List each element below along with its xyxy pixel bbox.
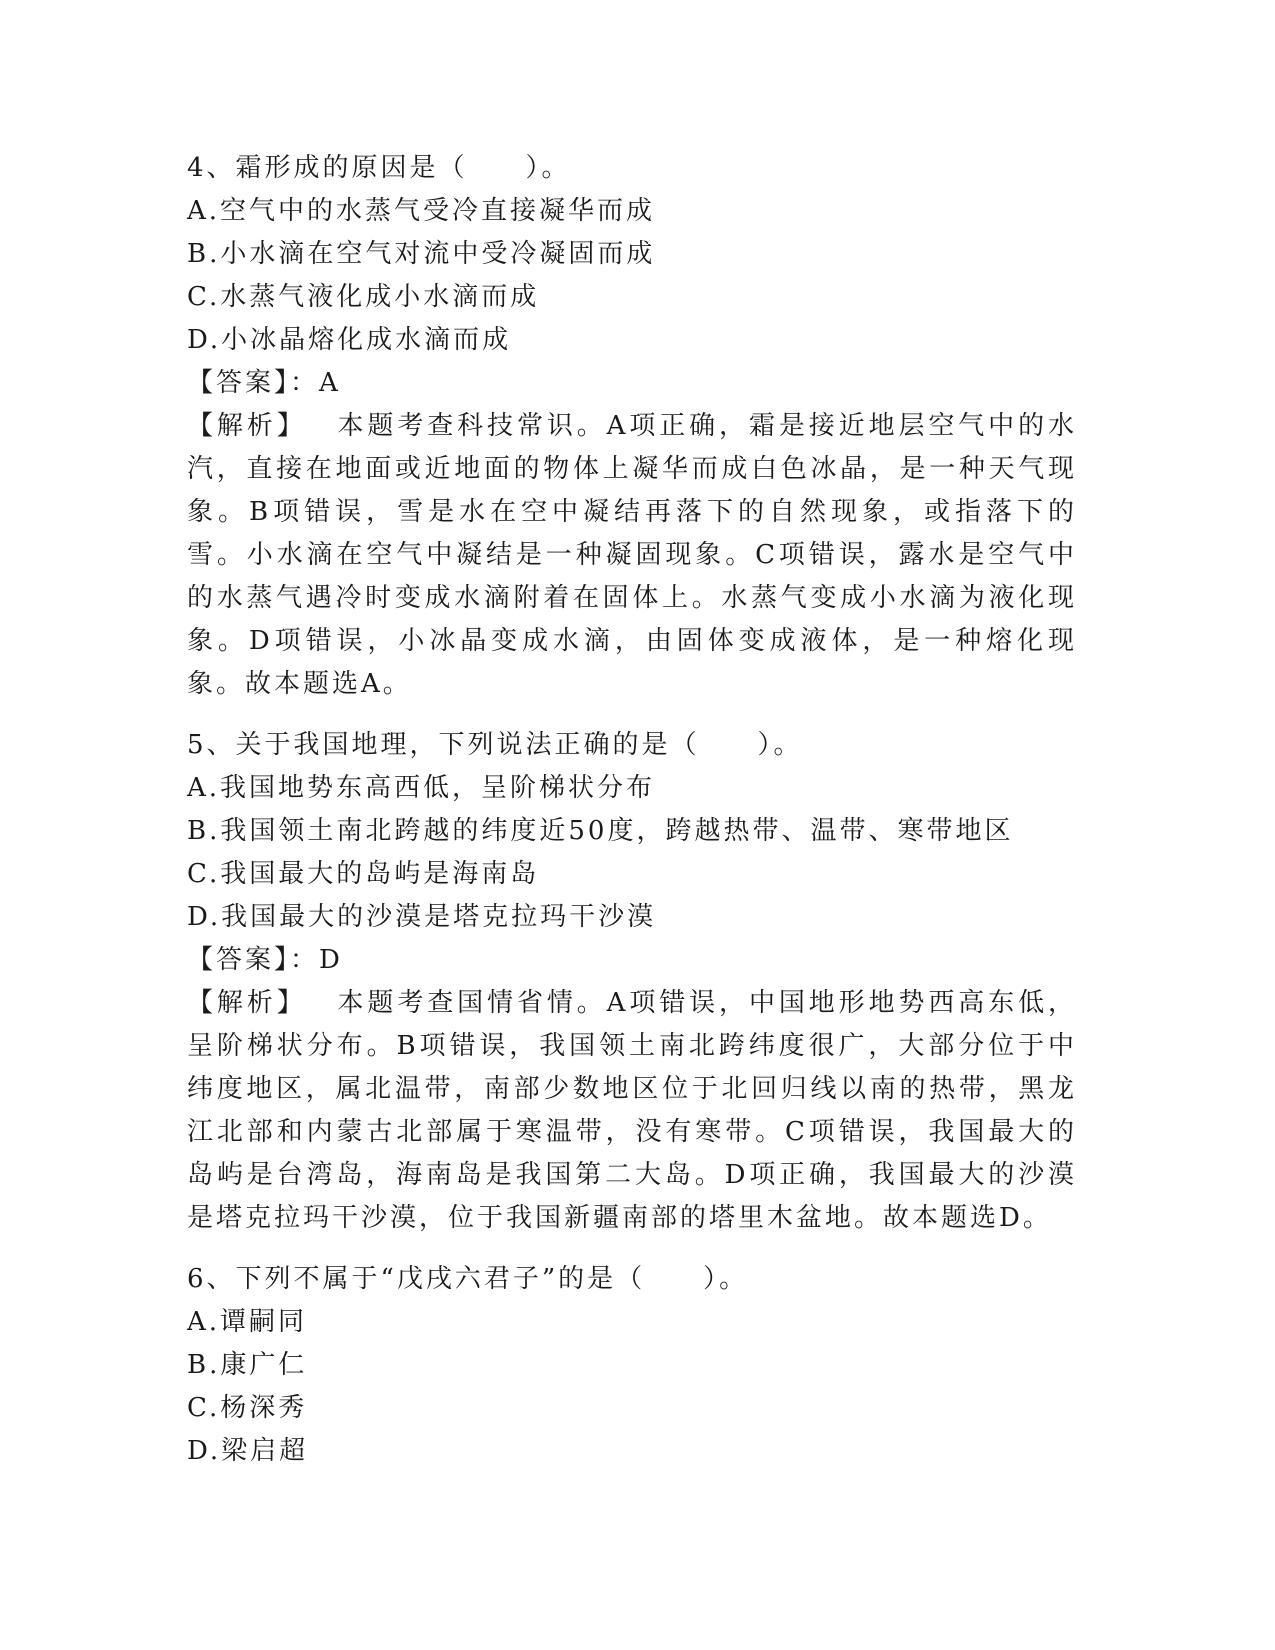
- question-5: [187, 724, 1077, 1240]
- option-d: D.梁启超: [187, 1436, 309, 1466]
- option-d: D.小冰晶熔化成水滴而成: [187, 325, 512, 355]
- analysis-label: 【解析】: [187, 411, 307, 441]
- question-stem: 6、下列不属于“戊戌六君子”的是（ ）。: [187, 1264, 749, 1294]
- option-b: B.康广仁: [187, 1350, 308, 1380]
- analysis-text: 本题考查科技常识。A项正确，霜是接近地层空气中的水汽，直接在地面或近地面的物体上凝华而成白色冰晶，是一种天气现象。B项错误，雪是水在空中凝结再落下的自然现象，或指落下的雪。小水滴在空气中凝结是一种凝固现象。C项错误，露水是空气中的水蒸气遇冷时变成水滴附着在固体上。水蒸气变成小水滴为液化现象。D项错误，小冰晶变成水滴，由固体变成液体，是一种熔化现象。故本题选A。: [187, 411, 1077, 699]
- question-stem: 4、霜形成的原因是（ ）。: [187, 153, 571, 183]
- analysis-paragraph: [187, 405, 1077, 706]
- option-c: C.水蒸气液化成小水滴而成: [187, 282, 540, 312]
- option-a: A.我国地势东高西低，呈阶梯状分布: [187, 773, 656, 803]
- option-a: A.谭嗣同: [187, 1307, 308, 1337]
- document-content: [187, 147, 1077, 1473]
- analysis-text: 本题考查国情省情。A项错误，中国地形地势西高东低，呈阶梯状分布。B项错误，我国领土南北跨纬度很广，大部分位于中纬度地区，属北温带，南部少数地区位于北回归线以南的热带，黑龙江北部和内蒙古北部属于寒温带，没有寒带。C项错误，我国最大的岛屿是台湾岛，海南岛是我国第二大岛。D项正确，我国最大的沙漠是塔克拉玛干沙漠，位于我国新疆南部的塔里木盆地。故本题选D。: [187, 988, 1077, 1233]
- answer-value: A: [319, 368, 341, 398]
- answer-label: 【答案】：: [187, 945, 320, 975]
- option-c: C.杨深秀: [187, 1393, 308, 1423]
- question-stem: 5、关于我国地理，下列说法正确的是（ ）。: [187, 730, 803, 760]
- option-a: A.空气中的水蒸气受冷直接凝华而成: [187, 196, 656, 226]
- question-6: [187, 1258, 1077, 1473]
- option-b: B.小水滴在空气对流中受冷凝固而成: [187, 239, 656, 269]
- option-d: D.我国最大的沙漠是塔克拉玛干沙漠: [187, 902, 657, 932]
- answer-line: [187, 939, 1077, 982]
- option-b: B.我国领土南北跨越的纬度近50度，跨越热带、温带、寒带地区: [187, 816, 1014, 846]
- option-c: C.我国最大的岛屿是海南岛: [187, 859, 540, 889]
- answer-label: 【答案】：: [187, 368, 320, 398]
- analysis-paragraph: [187, 982, 1077, 1240]
- analysis-label: 【解析】: [187, 988, 307, 1018]
- question-4: [187, 147, 1077, 706]
- answer-value: D: [319, 945, 343, 975]
- answer-line: [187, 362, 1077, 405]
